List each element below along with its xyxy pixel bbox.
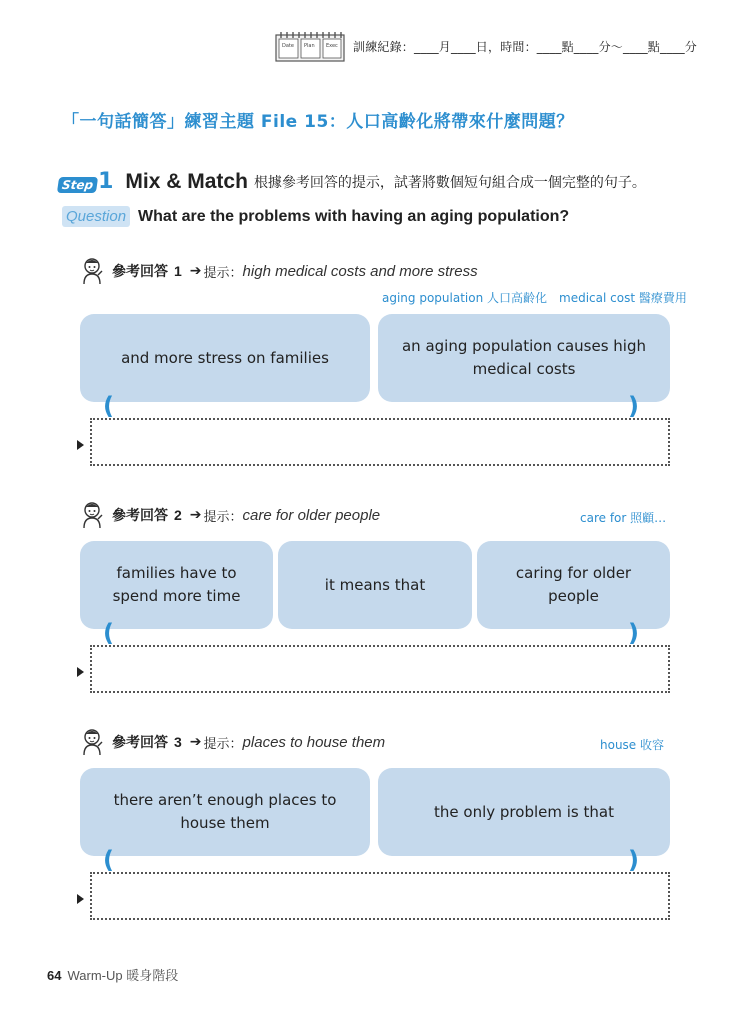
hint-label: 提示：	[203, 509, 243, 525]
phrase-chunk[interactable]: families have to spend more time	[80, 541, 273, 629]
step-badge-word: Step	[57, 177, 98, 193]
step-description: 根據參考回答的提示，試著將數個短句組合成一個完整的句子。	[253, 175, 646, 191]
page-footer	[47, 965, 178, 984]
arrow-icon: ➔	[189, 507, 202, 523]
phrase-chunk[interactable]: caring for older people	[477, 541, 670, 629]
person-icon	[80, 501, 104, 529]
calendar-label-date: Date	[282, 43, 294, 49]
reference-number: 3	[174, 734, 182, 750]
phrase-chunk[interactable]: the only problem is that	[378, 768, 670, 856]
hint-label: 提示：	[203, 736, 243, 752]
hint-text: places to house them	[242, 733, 386, 751]
calendar-label-plan: Plan	[304, 43, 315, 49]
calendar-label-exec: Exec	[326, 43, 338, 49]
open-paren: (	[103, 392, 114, 420]
step-badge-number: 1	[98, 169, 114, 194]
answer-box-1[interactable]	[90, 418, 670, 466]
phrase-chunk[interactable]: there aren’t enough places to house them	[80, 768, 370, 856]
question-badge: Question	[62, 206, 130, 227]
reference-label: 參考回答	[112, 735, 168, 751]
reference-2-header	[80, 501, 380, 529]
answer-box-3[interactable]	[90, 872, 670, 920]
reference-label: 參考回答	[112, 508, 168, 524]
vocab-notes-1	[382, 289, 687, 306]
step-title: Mix & Match	[125, 170, 248, 193]
step-header	[58, 170, 646, 194]
series-label: Warm-Up 暖身階段	[67, 968, 179, 983]
vocab-item: aging population 人口高齡化	[382, 291, 548, 305]
hint-text: care for older people	[242, 506, 381, 524]
phrase-chunk[interactable]: an aging population causes high medical costs	[378, 314, 670, 402]
phrase-chunk[interactable]: and more stress on families	[80, 314, 370, 402]
answer-box-2[interactable]	[90, 645, 670, 693]
open-paren: (	[103, 619, 114, 647]
hint-label: 提示：	[203, 265, 243, 281]
close-paren: )	[628, 392, 639, 420]
person-icon	[80, 728, 104, 756]
vocab-notes-2	[580, 509, 666, 526]
vocab-notes-3	[600, 736, 664, 753]
hint-text: high medical costs and more stress	[242, 262, 478, 280]
reference-3-header	[80, 728, 385, 756]
arrow-icon: ➔	[189, 263, 202, 279]
bullet-icon	[77, 894, 84, 904]
question-text: What are the problems with having an aging population?	[138, 207, 570, 225]
training-log-text: 訓練紀錄：____月____日，時間：____點____分～____點____分	[353, 39, 698, 54]
vocab-item: house 收容	[600, 738, 665, 752]
arrow-icon: ➔	[189, 734, 202, 750]
page-title: 「一句話簡答」練習主題 File 15：人口高齡化將帶來什麼問題？	[62, 112, 574, 132]
open-paren: (	[103, 846, 114, 874]
close-paren: )	[628, 846, 639, 874]
vocab-item: care for 照顧…	[580, 511, 667, 525]
reference-number: 1	[174, 263, 182, 279]
training-log-header	[275, 30, 697, 62]
reference-number: 2	[174, 507, 182, 523]
vocab-item: medical cost 醫療費用	[559, 291, 687, 305]
close-paren: )	[628, 619, 639, 647]
reference-1-header	[80, 257, 478, 285]
phrase-chunk[interactable]: it means that	[278, 541, 472, 629]
reference-label: 參考回答	[112, 264, 168, 280]
step-badge	[58, 171, 113, 193]
calendar-icon	[275, 30, 345, 62]
page-number: 64	[47, 968, 62, 983]
question-row	[62, 206, 569, 227]
person-icon	[80, 257, 104, 285]
bullet-icon	[77, 667, 84, 677]
bullet-icon	[77, 440, 84, 450]
